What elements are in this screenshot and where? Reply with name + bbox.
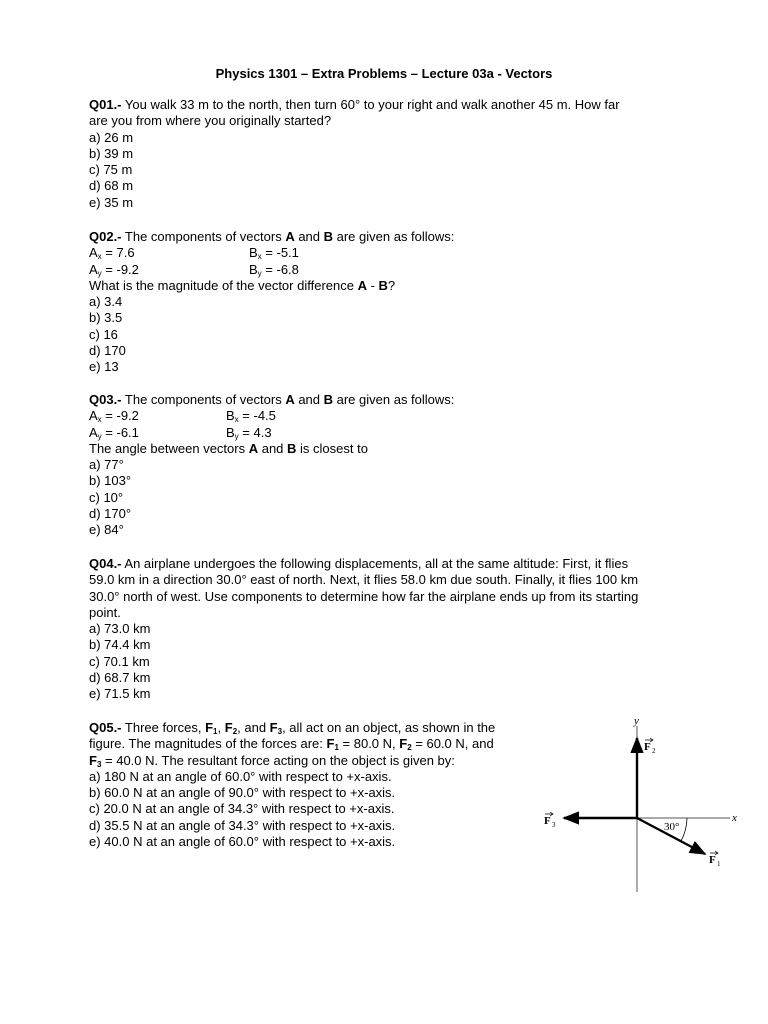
- question-label: Q03.-: [89, 392, 122, 407]
- question-text: The components of vectors: [121, 392, 286, 407]
- component-label: A: [89, 408, 98, 424]
- component-value: = -9.2: [101, 408, 139, 424]
- option-a: a) 3.4: [89, 294, 123, 310]
- question-4: [89, 556, 684, 703]
- question-text: ?: [387, 277, 396, 293]
- question-text: 59.0 km in a direction 30.0° east of north. Next, it flies 58.0 km due south. Finally, it flies 100 km: [89, 572, 639, 588]
- question-text: and: [258, 440, 288, 456]
- page-title: Physics 1301 – Extra Problems – Lecture 03a - Vectors: [215, 66, 553, 81]
- question-label: Q04.-: [89, 556, 122, 571]
- svg-text:2: 2: [652, 747, 656, 755]
- option-a: a) 73.0 km: [89, 621, 151, 637]
- component-row: [89, 262, 684, 278]
- component-label: B: [249, 261, 258, 277]
- vector-b: B: [323, 392, 334, 407]
- angle-label: 30°: [664, 821, 680, 833]
- component-label: B: [226, 408, 235, 424]
- question-text: , all act on an object, as shown in the: [282, 720, 496, 735]
- option-e: e) 13: [89, 359, 119, 375]
- svg-text:F: F: [644, 741, 651, 753]
- component-label: A: [89, 261, 98, 277]
- component-subscript: y: [234, 431, 239, 441]
- component-subscript: x: [97, 252, 102, 262]
- question-text: are given as follows:: [333, 392, 455, 407]
- question-2: [89, 229, 684, 376]
- option-d: d) 68.7 km: [89, 670, 151, 686]
- question-text: point.: [89, 604, 121, 620]
- question-text: are given as follows:: [333, 229, 455, 244]
- f3-label: [544, 812, 556, 829]
- force-symbol: $F_3$: [89, 752, 102, 769]
- component-value: = -5.1: [261, 245, 299, 261]
- question-text: is closest to: [296, 440, 368, 456]
- angle-arc: [681, 818, 687, 841]
- component-label: A: [89, 424, 98, 440]
- svg-text:F: F: [709, 854, 716, 866]
- x-axis-label: x: [732, 812, 737, 824]
- force-symbol: $F_1$: [205, 720, 218, 736]
- option-b: b) 74.4 km: [89, 637, 151, 653]
- component-value: = -9.2: [101, 261, 139, 277]
- question-text: are you from where you originally started?: [89, 113, 332, 129]
- option-a: a) 26 m: [89, 129, 134, 145]
- component-label: B: [249, 245, 258, 261]
- component-label: B: [226, 424, 235, 440]
- option-d: d) 68 m: [89, 178, 134, 194]
- component-subscript: x: [234, 415, 239, 425]
- option-d: d) 35.5 N at an angle of 34.3° with respect to +x-axis.: [89, 817, 396, 833]
- question-text: 30.0° north of west. Use components to determine how far the airplane ends up from its starting: [89, 588, 639, 604]
- question-3: [89, 392, 684, 539]
- question-text: figure. The magnitudes of the forces are:: [89, 736, 327, 752]
- f1-label: [709, 851, 721, 868]
- question-label: Q01.-: [89, 97, 122, 112]
- vector-b: B: [323, 229, 334, 244]
- option-c: c) 75 m: [89, 162, 133, 178]
- component-row: [89, 408, 684, 424]
- question-text: = 40.0 N. The resultant force acting on the object is given by:: [101, 752, 455, 768]
- component-value: = 7.6: [101, 245, 135, 261]
- component-label: A: [89, 245, 98, 261]
- component-value: = -6.8: [261, 261, 299, 277]
- question-text: -: [366, 277, 379, 293]
- f2-label: [644, 738, 656, 755]
- component-subscript: y: [97, 268, 102, 278]
- force-symbol: $F_2$: [399, 736, 412, 753]
- question-text: What is the magnitude of the vector difference: [89, 277, 358, 293]
- component-value: = -6.1: [101, 424, 139, 440]
- option-b: b) 60.0 N at an angle of 90.0° with respect to +x-axis.: [89, 785, 396, 801]
- question-label: Q02.-: [89, 229, 122, 244]
- vector-a: A: [357, 277, 367, 293]
- question-text: = 60.0 N, and: [411, 736, 494, 752]
- question-text: = 80.0 N,: [338, 736, 400, 752]
- question-text: An airplane undergoes the following displacements, all at the same altitude: First, it flies: [121, 556, 629, 571]
- option-b: b) 39 m: [89, 145, 134, 161]
- force-symbol: $F_3$: [269, 720, 283, 736]
- vector-a: A: [248, 440, 259, 456]
- option-c: c) 70.1 km: [89, 653, 150, 669]
- option-c: c) 10°: [89, 489, 124, 505]
- option-b: b) 103°: [89, 473, 132, 489]
- question-5: [89, 720, 529, 850]
- component-row: [89, 245, 684, 261]
- vector-b: B: [287, 440, 297, 456]
- question-label: Q05.-: [89, 720, 122, 735]
- option-e: e) 71.5 km: [89, 686, 151, 702]
- component-value: = -4.5: [238, 408, 276, 424]
- option-d: d) 170: [89, 343, 126, 359]
- option-b: b) 3.5: [89, 310, 123, 326]
- option-d: d) 170°: [89, 506, 132, 522]
- option-c: c) 16: [89, 326, 118, 342]
- vector-a: A: [285, 229, 295, 244]
- option-e: e) 84°: [89, 522, 124, 538]
- question-text: The components of vectors: [121, 229, 286, 244]
- option-c: c) 20.0 N at an angle of 34.3° with respect to +x-axis.: [89, 801, 395, 817]
- component-subscript: x: [257, 252, 262, 262]
- component-value: = 4.3: [238, 424, 272, 440]
- svg-text:F: F: [544, 815, 551, 827]
- question-text: and: [294, 229, 324, 244]
- svg-text:1: 1: [717, 860, 721, 868]
- question-text: , and: [237, 720, 270, 735]
- question-text: Three forces,: [121, 720, 206, 735]
- component-subscript: x: [97, 415, 102, 425]
- component-row: [89, 425, 684, 441]
- option-e: e) 35 m: [89, 194, 134, 210]
- force-diagram: [538, 712, 750, 894]
- question-text: and: [294, 392, 324, 407]
- svg-text:3: 3: [552, 821, 556, 829]
- force-symbol: $F_2$: [224, 720, 238, 736]
- force-symbol: $F_1$: [326, 736, 339, 753]
- question-text: You walk 33 m to the north, then turn 60° to your right and walk another 45 m. How far: [121, 97, 620, 112]
- vector-b: B: [378, 277, 388, 293]
- component-subscript: y: [257, 268, 262, 278]
- component-subscript: y: [97, 431, 102, 441]
- question-text: ,: [217, 720, 225, 735]
- option-e: e) 40.0 N at an angle of 60.0° with respect to +x-axis.: [89, 834, 396, 850]
- option-a: a) 180 N at an angle of 60.0° with respect to +x-axis.: [89, 768, 392, 784]
- question-1: [89, 97, 684, 211]
- vector-a: A: [285, 392, 295, 407]
- option-a: a) 77°: [89, 457, 124, 473]
- y-axis-label: y: [634, 715, 639, 727]
- question-text: The angle between vectors: [89, 440, 249, 456]
